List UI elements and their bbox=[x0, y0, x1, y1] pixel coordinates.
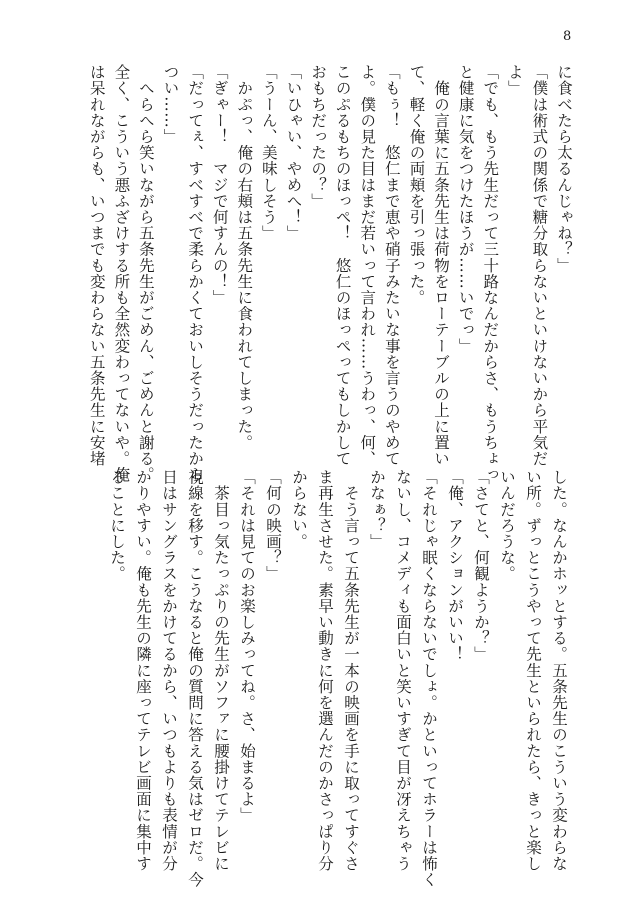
text-column: ないし、コメディも面白いと笑いすぎて目が冴えちゃう bbox=[394, 469, 412, 872]
text-column: 「うーん、美味しそう」 bbox=[259, 64, 278, 242]
text-column: 「いひゃい、やめへ！」 bbox=[284, 64, 303, 242]
text-column: は呆れながらも、いつまでも変わらない五条先生に安堵 bbox=[87, 64, 106, 467]
text-column: よ。僕の見た目はまだ若いって言われ……うわっ、何、 bbox=[358, 64, 377, 467]
upper-text-block bbox=[84, 64, 576, 483]
text-column: 「俺、アクションがいい！ bbox=[446, 469, 464, 663]
text-column: ることにした。 bbox=[108, 469, 126, 582]
text-column: 「だってぇ、すべすべで柔らかくておいしそうだったから bbox=[186, 64, 205, 483]
text-column: 茶目っ気たっぷりの先生がソファに腰掛けてテレビに bbox=[212, 469, 230, 872]
text-column: 全く、こういう悪ふざけする所も全然変わってないや。俺 bbox=[112, 64, 131, 483]
lower-text-block bbox=[104, 469, 572, 888]
text-column: かぷっ、俺の右頬は五条先生に食われてしまった。 bbox=[235, 64, 254, 451]
page-number: 8 bbox=[563, 29, 572, 44]
text-column: い所。ずっとこうやって先生といられたら、きっと楽し bbox=[524, 469, 542, 872]
text-column: いんだろうな。 bbox=[498, 469, 516, 582]
text-column: 俺の言葉に五条先生は荷物をローテーブルの上に置い bbox=[432, 64, 451, 467]
text-column: つい……」 bbox=[161, 64, 180, 145]
text-column: した。なんかホッとする。五条先生のこういう変わらな bbox=[550, 469, 568, 872]
text-column: と健康に気をつけたほうが……いでっ」 bbox=[456, 64, 475, 354]
text-column: 「さてと、何観ようか？」 bbox=[472, 469, 490, 663]
text-column: に食べたら太るんじゃね？」 bbox=[555, 64, 573, 274]
text-column: よ」 bbox=[505, 64, 524, 97]
text-column: おもちだったの？」 bbox=[309, 64, 328, 209]
text-column: このぷるもちのほっぺ！ 悠仁のほっぺってもしかして bbox=[333, 64, 352, 467]
text-column: 「それじゃ眠くならないでしょ。かといってホラーは怖く bbox=[420, 469, 438, 888]
text-column: て、軽く俺の両頬を引っ張った。 bbox=[407, 64, 426, 306]
text-column: そう言って五条先生が一本の映画を手に取ってすぐさ bbox=[342, 469, 360, 872]
text-column: 「何の映画？」 bbox=[264, 469, 282, 582]
text-column: かりやすい。俺も先生の隣に座ってテレビ画面に集中す bbox=[134, 469, 152, 872]
text-column: 「それは見てのお楽しみってね。さ、始まるよ」 bbox=[238, 469, 256, 824]
text-column: 「でも、もう先生だって三十路なんだからさ、もうちょっ bbox=[481, 64, 500, 483]
text-column: からない。 bbox=[290, 469, 308, 550]
text-column: 視線を移す。こうなると俺の質問に答える気はゼロだ。今 bbox=[186, 469, 204, 888]
text-column: へらへら笑いながら五条先生がごめん、ごめんと謝る。 bbox=[136, 64, 155, 483]
text-column: 「僕は術式の関係で糖分取らないといけないから平気だ bbox=[530, 64, 549, 467]
text-column: 「もぅ！ 悠仁まで恵や硝子みたいな事を言うのやめて bbox=[382, 64, 401, 467]
text-column: 「ぎゃー！ マジで何すんの！」 bbox=[210, 64, 229, 306]
text-column: ま再生させた。素早い動きに何を選んだのかさっぱり分 bbox=[316, 469, 334, 872]
text-column: かなぁ？」 bbox=[368, 469, 386, 550]
text-column: 日はサングラスをかけてるから、いつもよりも表情が分 bbox=[160, 469, 178, 872]
